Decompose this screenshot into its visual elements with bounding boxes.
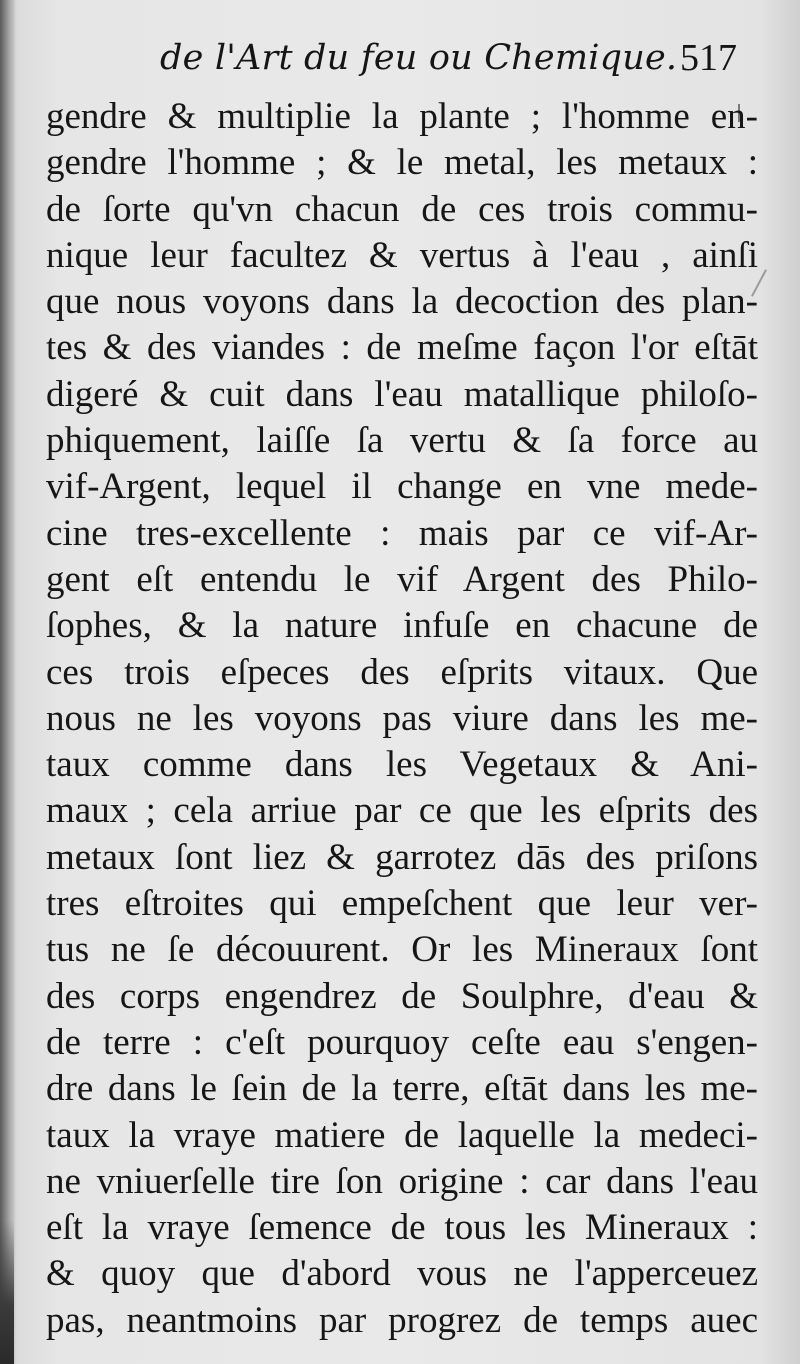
text-line: metaux ſont liez & garrotez dās des priſons xyxy=(46,836,758,878)
text-line: de terre : c'eſt pourquoy ceſte eau s'engen- xyxy=(46,1021,758,1063)
text-line: ces trois eſpeces des eſprits vitaux. Que xyxy=(46,651,758,693)
text-line: cine tres-excellente : mais par ce vif-Ar- xyxy=(46,512,758,554)
text-line: taux comme dans les Vegetaux & Ani- xyxy=(46,744,758,786)
text-line: tes & des viandes : de meſme façon l'or eſtāt xyxy=(46,327,758,369)
text-line: nique leur facultez & vertus à l'eau , ainſi xyxy=(46,234,758,276)
text-line: vif-Argent, lequel il change en vne mede- xyxy=(46,466,758,508)
page-header xyxy=(160,38,760,90)
text-line: ne vniuerſelle tire ſon origine : car dans l'eau xyxy=(46,1160,758,1202)
text-line: gendre l'homme ; & le metal, les metaux : xyxy=(46,142,758,184)
text-line: & quoy que d'abord vous ne l'apperceuez xyxy=(46,1253,758,1295)
binding-shadow xyxy=(0,0,16,1364)
page-number: 517 xyxy=(680,37,737,79)
body-text xyxy=(46,94,758,1344)
text-line: de ſorte qu'vn chacun de ces trois commu- xyxy=(46,188,758,230)
text-line: gent eſt entendu le vif Argent des Philo- xyxy=(46,558,758,600)
text-line: taux la vraye matiere de laquelle la medeci- xyxy=(46,1114,758,1156)
text-line: que nous voyons dans la decoction des plan- xyxy=(46,281,758,323)
text-line: eſt la vraye ſemence de tous les Mineraux : xyxy=(46,1207,758,1249)
text-line: tres eſtroites qui empeſchent que leur ver- xyxy=(46,883,758,925)
text-line: gendre & multiplie la plante ; l'homme en- xyxy=(46,96,758,137)
text-line: digeré & cuit dans l'eau matallique philoſo- xyxy=(46,373,758,415)
text-line: des corps engendrez de Soulphre, d'eau & xyxy=(46,975,758,1017)
text-line: tus ne ſe découurent. Or les Mineraux ſont xyxy=(46,929,758,971)
text-line: pas, neantmoins par progrez de temps auec xyxy=(46,1299,758,1341)
text-line: phiquement, laiſſe ſa vertu & ſa force au xyxy=(46,420,758,462)
binding-shadow-bottom xyxy=(0,1220,14,1364)
text-line: maux ; cela arriue par ce que les eſprits des xyxy=(46,790,758,832)
running-title: de l'Art du feu ou Chemique. xyxy=(160,38,678,78)
text-line: dre dans le ſein de la terre, eſtāt dans les me- xyxy=(46,1068,758,1110)
text-line: ſophes, & la nature infuſe en chacune de xyxy=(46,605,758,647)
text-line: nous ne les voyons pas viure dans les me- xyxy=(46,697,758,739)
